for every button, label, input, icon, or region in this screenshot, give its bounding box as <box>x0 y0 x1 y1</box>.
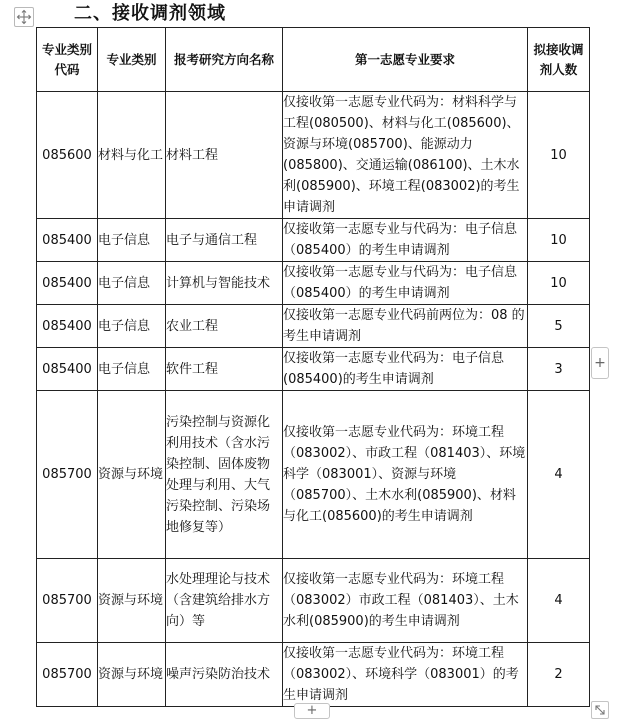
row-direction: 软件工程 <box>166 348 283 391</box>
table-row <box>37 305 590 348</box>
row-direction: 计算机与智能技术 <box>166 262 283 305</box>
row-code: 085400 <box>37 219 98 262</box>
adjustment-table <box>36 27 590 707</box>
row-requirement: 仅接收第一志愿专业与代码为：电子信息（085400）的考生申请调剂 <box>283 219 528 262</box>
row-requirement: 仅接收第一志愿专业与代码为：电子信息（085400）的考生申请调剂 <box>283 262 528 305</box>
row-quota: 3 <box>528 348 590 391</box>
row-category: 资源与环境 <box>98 643 166 707</box>
row-requirement: 仅接收第一志愿专业代码为：环境工程（083002）市政工程（081403）、土木水利(085900)的考生申请调剂 <box>283 559 528 643</box>
row-quota: 4 <box>528 391 590 559</box>
row-category: 资源与环境 <box>98 391 166 559</box>
row-category: 材料与化工 <box>98 92 166 219</box>
row-category: 电子信息 <box>98 219 166 262</box>
row-direction: 农业工程 <box>166 305 283 348</box>
row-quota: 2 <box>528 643 590 707</box>
resize-icon <box>592 702 608 718</box>
row-quota: 10 <box>528 262 590 305</box>
row-quota: 4 <box>528 559 590 643</box>
table-row <box>37 219 590 262</box>
add-column-button[interactable] <box>591 347 609 379</box>
add-row-button[interactable] <box>294 703 330 719</box>
row-requirement: 仅接收第一志愿专业代码为：环境工程（083002）、市政工程（081403）、环境科学（083001）、资源与环境（085700）、土木水利(085900)、材料与化工(085600)的考生申请调剂 <box>283 391 528 559</box>
row-category: 电子信息 <box>98 348 166 391</box>
row-category: 电子信息 <box>98 305 166 348</box>
row-direction: 噪声污染防治技术 <box>166 643 283 707</box>
row-requirement: 仅接收第一志愿专业代码为：环境工程（083002）、环境科学（083001）的考生申请调剂 <box>283 643 528 707</box>
row-quota: 5 <box>528 305 590 348</box>
row-direction: 水处理理论与技术（含建筑给排水方向）等 <box>166 559 283 643</box>
row-code: 085700 <box>37 643 98 707</box>
table-row <box>37 348 590 391</box>
table-row <box>37 391 590 559</box>
header-code: 专业类别代码 <box>37 28 98 92</box>
header-category: 专业类别 <box>98 28 166 92</box>
row-requirement: 仅接收第一志愿专业代码为：电子信息(085400)的考生申请调剂 <box>283 348 528 391</box>
header-quota: 拟接收调剂人数 <box>528 28 590 92</box>
row-quota: 10 <box>528 92 590 219</box>
row-code: 085400 <box>37 348 98 391</box>
row-code: 085700 <box>37 559 98 643</box>
row-requirement: 仅接收第一志愿专业代码前两位为：08 的考生申请调剂 <box>283 305 528 348</box>
move-icon <box>15 8 33 26</box>
table-row <box>37 559 590 643</box>
table-row <box>37 643 590 707</box>
header-direction: 报考研究方向名称 <box>166 28 283 92</box>
row-direction: 材料工程 <box>166 92 283 219</box>
row-code: 085700 <box>37 391 98 559</box>
row-direction: 电子与通信工程 <box>166 219 283 262</box>
table-row <box>37 92 590 219</box>
row-requirement: 仅接收第一志愿专业代码为：材料科学与工程(080500)、材料与化工(085600)、资源与环境(085700)、能源动力(085800)、交通运输(086100)、土木水利(085900)、环境工程(083002)的考生申请调剂 <box>283 92 528 219</box>
plus-icon: + <box>594 355 606 371</box>
row-direction: 污染控制与资源化利用技术（含水污染控制、固体废物处理与利用、大气污染控制、污染场地修复等） <box>166 391 283 559</box>
plus-icon: + <box>306 703 318 718</box>
row-code: 085400 <box>37 305 98 348</box>
header-row <box>37 28 590 92</box>
section-heading: 二、接收调剂领域 <box>74 3 226 24</box>
table-row <box>37 262 590 305</box>
move-table-handle[interactable] <box>14 7 34 27</box>
header-requirement: 第一志愿专业要求 <box>283 28 528 92</box>
row-quota: 10 <box>528 219 590 262</box>
row-category: 资源与环境 <box>98 559 166 643</box>
row-category: 电子信息 <box>98 262 166 305</box>
row-code: 085600 <box>37 92 98 219</box>
row-code: 085400 <box>37 262 98 305</box>
resize-table-handle[interactable] <box>591 701 609 719</box>
